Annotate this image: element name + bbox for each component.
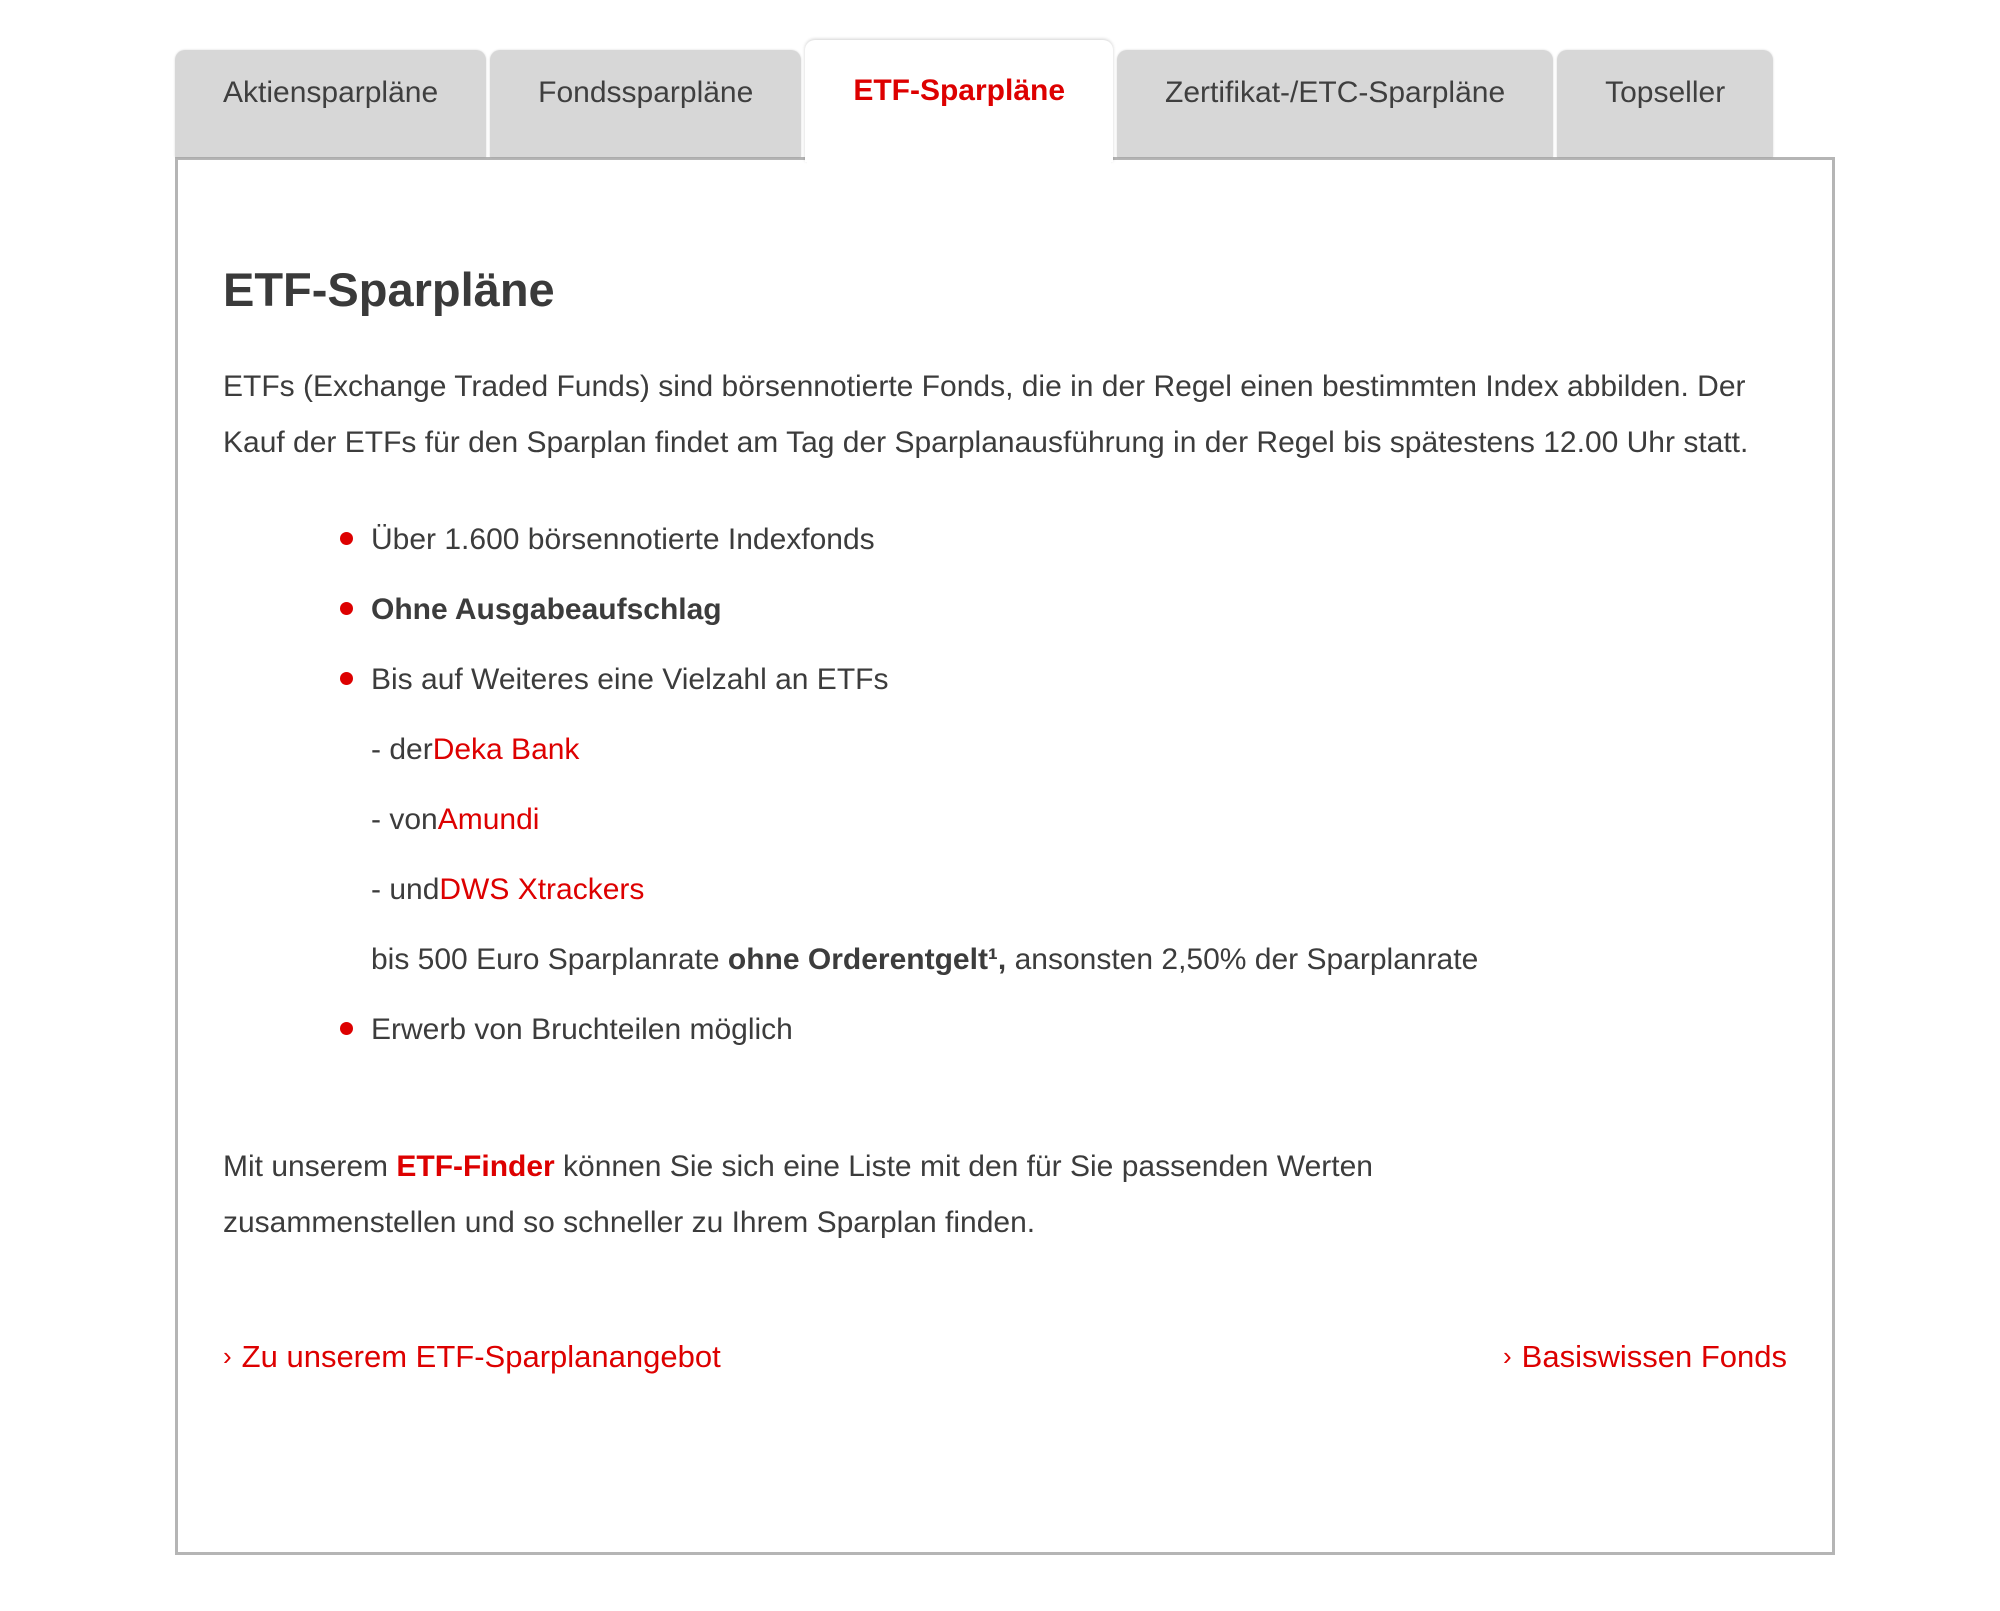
basiswissen-fonds-label: Basiswissen Fonds: [1521, 1339, 1787, 1374]
etf-sparplanangebot-link[interactable]: [223, 1339, 721, 1375]
chevron-right-icon: ›: [223, 1341, 232, 1371]
list-item-label: Erwerb von Bruchteilen möglich: [371, 1013, 793, 1046]
list-item-label: Über 1.600 börsennotierte Indexfonds: [371, 523, 875, 556]
deka-bank-link[interactable]: Deka Bank: [432, 733, 580, 766]
chevron-right-icon: ›: [1502, 1341, 1512, 1371]
finder-text-suffix: können Sie sich eine Liste mit den für Sie passenden Werten zusammenstellen und so schneller zu Ihrem Sparplan finden.: [223, 1150, 1382, 1239]
basiswissen-fonds-link[interactable]: [1503, 1339, 1787, 1375]
dws-xtrackers-link[interactable]: DWS Xtrackers: [439, 873, 645, 906]
list-item: [340, 663, 1787, 697]
list-item: [340, 593, 1787, 627]
feature-list: [340, 523, 1787, 1047]
list-subitem: [371, 733, 1787, 767]
list-subitem: [371, 803, 1787, 837]
intro-paragraph: ETFs (Exchange Traded Funds) sind börsennotierte Fonds, die in der Regel einen bestimmten Index abbilden. Der Kauf der ETFs für den Sparplan findet am Tag der Sparplanausführung in der Regel bis spätestens 12.00 Uhr statt.: [223, 370, 1749, 459]
tab-aktiensparplaene[interactable]: Aktiensparpläne: [175, 50, 486, 157]
tab-bar: [175, 35, 1773, 157]
list-item-label: Bis auf Weiteres eine Vielzahl an ETFs: [371, 663, 889, 696]
list-item: [340, 523, 1787, 557]
bottom-links-row: [223, 1339, 1787, 1375]
fee-text-prefix: bis 500 Euro Sparplanrate: [371, 943, 728, 976]
tab-fondssparplaene[interactable]: Fondssparpläne: [490, 50, 801, 157]
etf-sparplanangebot-label: Zu unserem ETF-Sparplanangebot: [241, 1339, 721, 1374]
list-item: [340, 1013, 1787, 1047]
subitem-prefix: - und: [371, 873, 440, 906]
etf-finder-link[interactable]: ETF-Finder: [396, 1150, 555, 1183]
list-subitem: [371, 873, 1787, 907]
tab-zertifikat-etc-sparplaene[interactable]: Zertifikat-/ETC-Sparpläne: [1117, 50, 1553, 157]
bullet-icon: [340, 1022, 353, 1035]
tab-etf-sparplaene[interactable]: ETF-Sparpläne: [805, 40, 1113, 162]
content-area: [178, 262, 1832, 1375]
bullet-icon: [340, 532, 353, 545]
amundi-link[interactable]: Amundi: [437, 803, 540, 836]
fee-text-bold: ohne Orderentgelt¹,: [727, 943, 1007, 976]
tab-content-panel: [175, 157, 1835, 1555]
etf-finder-paragraph: [223, 1139, 1573, 1251]
list-item-label: Ohne Ausgabeaufschlag: [371, 593, 722, 626]
bullet-icon: [340, 602, 353, 615]
fee-note: [371, 943, 1787, 977]
tab-topseller[interactable]: Topseller: [1557, 50, 1773, 157]
page-title: ETF-Sparpläne: [223, 263, 555, 316]
subitem-prefix: - von: [371, 803, 438, 836]
fee-text-suffix: ansonsten 2,50% der Sparplanrate: [1006, 943, 1479, 976]
subitem-prefix: - der: [371, 733, 433, 766]
bullet-icon: [340, 672, 353, 685]
finder-text-prefix: Mit unserem: [223, 1150, 397, 1183]
